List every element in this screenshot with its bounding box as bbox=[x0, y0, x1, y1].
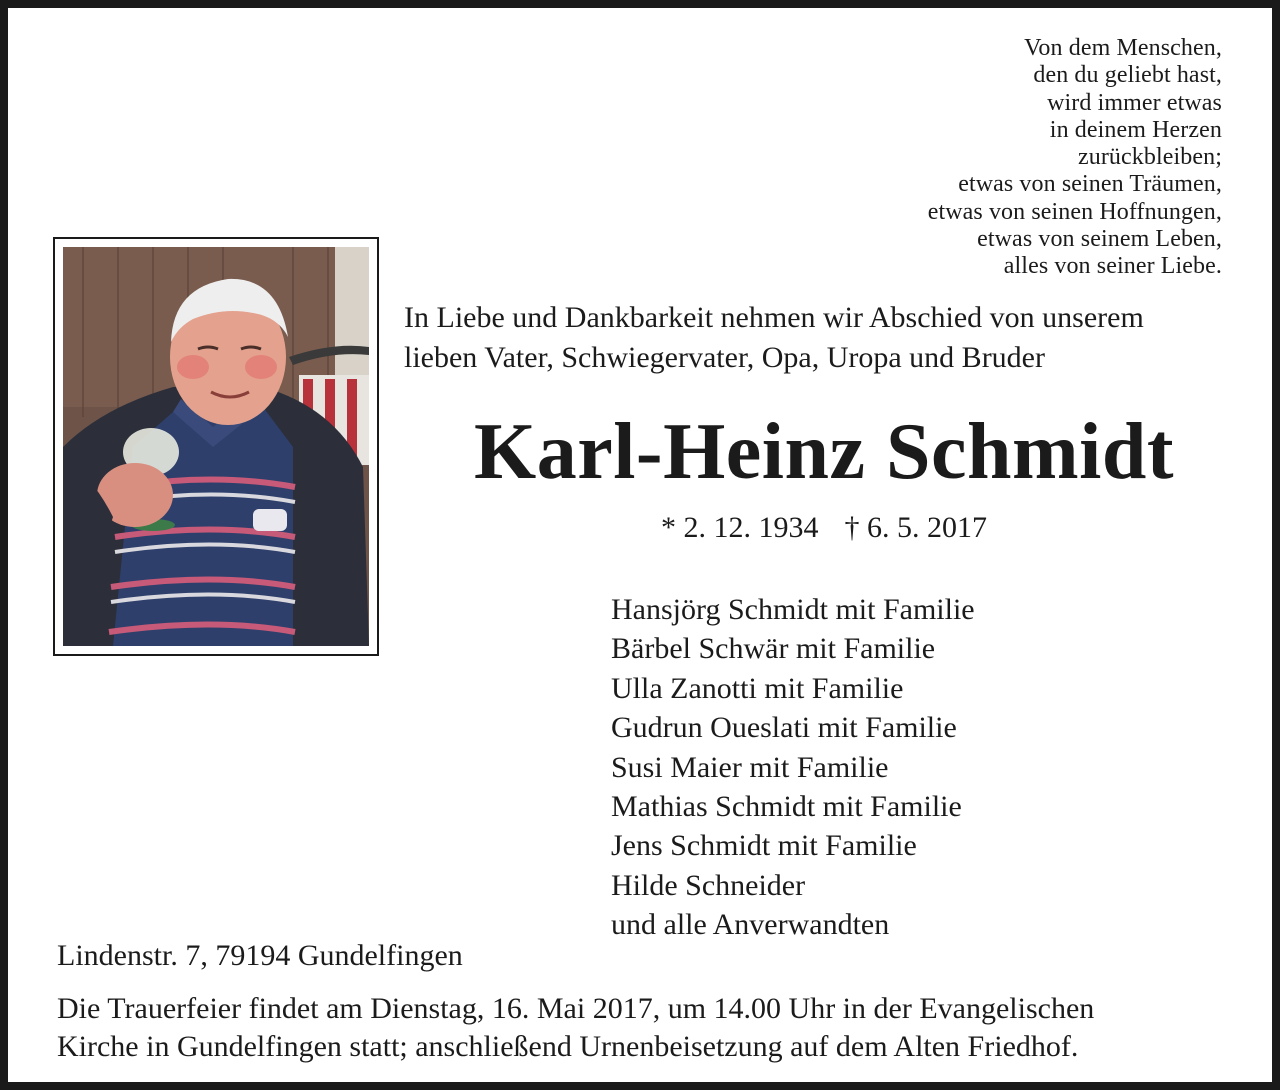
mourner: Ulla Zanotti mit Familie bbox=[611, 671, 904, 705]
mourner: Hansjörg Schmidt mit Familie bbox=[611, 593, 975, 626]
poem-line: alles von seiner Liebe. bbox=[1003, 253, 1222, 280]
poem-line: wird immer etwas bbox=[1047, 89, 1222, 116]
mourner: Susi Maier mit Familie bbox=[611, 750, 889, 784]
intro-line: In Liebe und Dankbarkeit nehmen wir Abschied von unserem bbox=[404, 301, 1144, 334]
ceremony-line: Die Trauerfeier findet am Dienstag, 16. Mai 2017, um 14.00 Uhr in der Evangelischen bbox=[57, 992, 1095, 1025]
ceremony-line: Kirche in Gundelfingen statt; anschließend Urnenbeisetzung auf dem Alten Friedhof. bbox=[57, 1030, 1079, 1063]
birth-date: * 2. 12. 1934 bbox=[661, 511, 819, 544]
poem-line: etwas von seinen Hoffnungen, bbox=[927, 198, 1222, 225]
mourners-list bbox=[611, 590, 975, 945]
mourner: Bärbel Schwär mit Familie bbox=[611, 632, 936, 666]
mourner: Gudrun Oueslati mit Familie bbox=[611, 711, 957, 745]
portrait-photo bbox=[63, 247, 369, 646]
mourner: Jens Schmidt mit Familie bbox=[611, 829, 917, 863]
mourner: und alle Anverwandten bbox=[611, 908, 890, 942]
intro-text bbox=[404, 298, 1254, 378]
intro-line: lieben Vater, Schwiegervater, Opa, Uropa und Bruder bbox=[404, 341, 1045, 374]
poem-line: den du geliebt hast, bbox=[1033, 62, 1222, 89]
poem-line: etwas von seinem Leben, bbox=[977, 226, 1222, 253]
poem bbox=[928, 35, 1222, 281]
portrait-photo-frame bbox=[53, 237, 379, 656]
poem-line: etwas von seinen Träumen, bbox=[958, 171, 1222, 198]
ceremony-notice bbox=[57, 990, 1247, 1066]
deceased-name: Karl-Heinz Schmidt bbox=[473, 408, 1175, 496]
address: Lindenstr. 7, 79194 Gundelfingen bbox=[57, 939, 463, 972]
death-date: † 6. 5. 2017 bbox=[844, 511, 987, 544]
mourner: Mathias Schmidt mit Familie bbox=[611, 790, 962, 824]
poem-line: zurückbleiben; bbox=[1077, 144, 1222, 171]
poem-line: Von dem Menschen, bbox=[1024, 35, 1222, 61]
mourner: Hilde Schneider bbox=[611, 868, 806, 902]
poem-line: in deinem Herzen bbox=[1049, 116, 1222, 143]
life-dates bbox=[404, 508, 1244, 548]
